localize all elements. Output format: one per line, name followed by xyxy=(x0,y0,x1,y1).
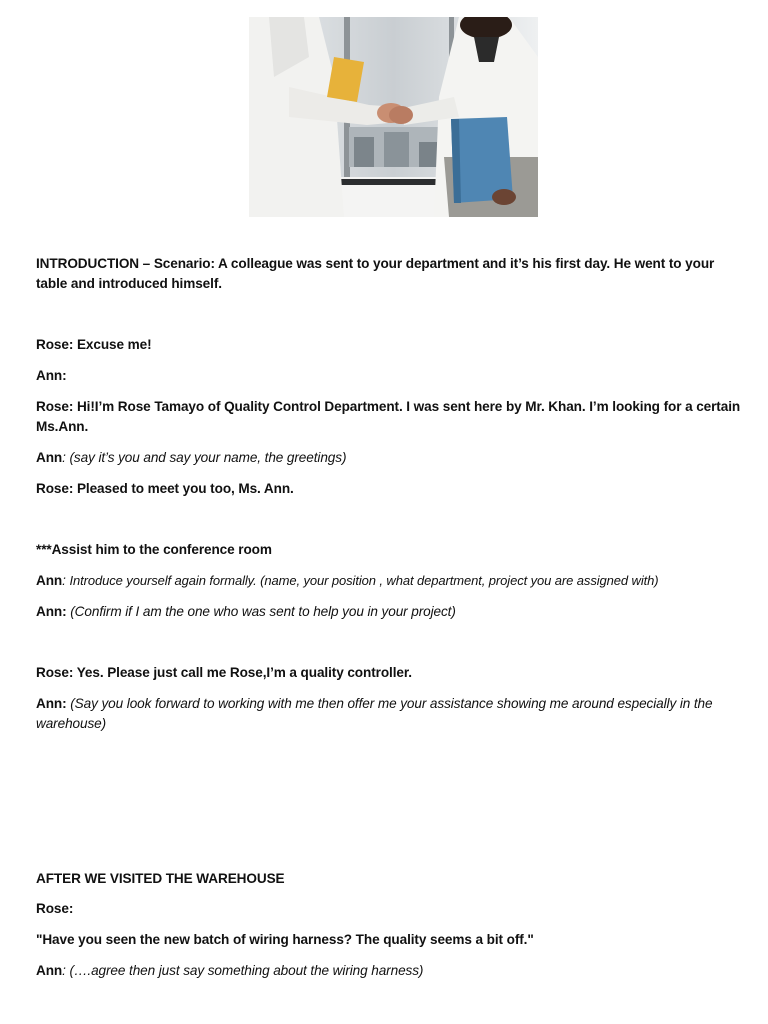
instruction-note: (say it’s you and say your name, the greetings) xyxy=(69,450,347,465)
handshake-illustration xyxy=(249,17,538,217)
dialogue-line xyxy=(36,663,741,683)
dialogue-line xyxy=(36,694,741,734)
dialogue-line xyxy=(36,899,741,919)
line-text: Excuse me! xyxy=(73,337,152,352)
dialogue-line xyxy=(36,479,741,499)
dialogue-line xyxy=(36,335,741,355)
dialogue-line xyxy=(36,397,741,437)
dialogue-line xyxy=(36,571,741,591)
line-text: Yes. Please just call me Rose,I’m a quality controller. xyxy=(73,665,412,680)
speaker: Ann xyxy=(36,963,63,978)
quote-line: "Have you seen the new batch of wiring harness? The quality seems a bit off." xyxy=(36,932,534,947)
speaker: Ann: xyxy=(36,604,67,619)
speaker: Ann: xyxy=(36,368,67,383)
section-heading: AFTER WE VISITED THE WAREHOUSE xyxy=(36,871,285,886)
speaker: Rose: xyxy=(36,481,74,496)
instruction-note: (Say you look forward to working with me then offer me your assistance showing me around especially in the warehouse) xyxy=(36,696,713,731)
speaker: Rose: xyxy=(36,665,74,680)
speaker: Rose: xyxy=(36,901,74,916)
separator: : xyxy=(62,963,70,978)
speaker: Ann xyxy=(36,573,63,588)
line-text: Pleased to meet you too, Ms. Ann. xyxy=(73,481,294,496)
dialogue-line xyxy=(36,448,741,468)
line-text: Hi!I’m Rose Tamayo of Quality Control Department. I was sent here by Mr. Khan. I’m looking for a certain Ms.Ann. xyxy=(36,399,741,434)
speaker: Rose: xyxy=(36,337,74,352)
instruction-note: (Confirm if I am the one who was sent to help you in your project) xyxy=(70,604,456,619)
separator: : xyxy=(62,450,70,465)
instruction-note: Introduce yourself again formally. (name, your position , what department, project you are assigned with) xyxy=(69,573,659,588)
instruction-note: (….agree then just say something about the wiring harness) xyxy=(69,963,424,978)
speaker: Ann xyxy=(36,450,63,465)
dialogue-line xyxy=(36,602,741,622)
assist-instruction: ***Assist him to the conference room xyxy=(36,542,272,557)
dialogue-line xyxy=(36,961,741,981)
handshake-photo xyxy=(249,17,538,217)
separator: : xyxy=(62,573,70,588)
intro-paragraph: INTRODUCTION – Scenario: A colleague was sent to your department and it’s his first day. He went to your table and introduced himself. xyxy=(36,256,715,291)
dialogue-line xyxy=(36,366,741,386)
speaker: Ann: xyxy=(36,696,67,711)
speaker: Rose: xyxy=(36,399,74,414)
